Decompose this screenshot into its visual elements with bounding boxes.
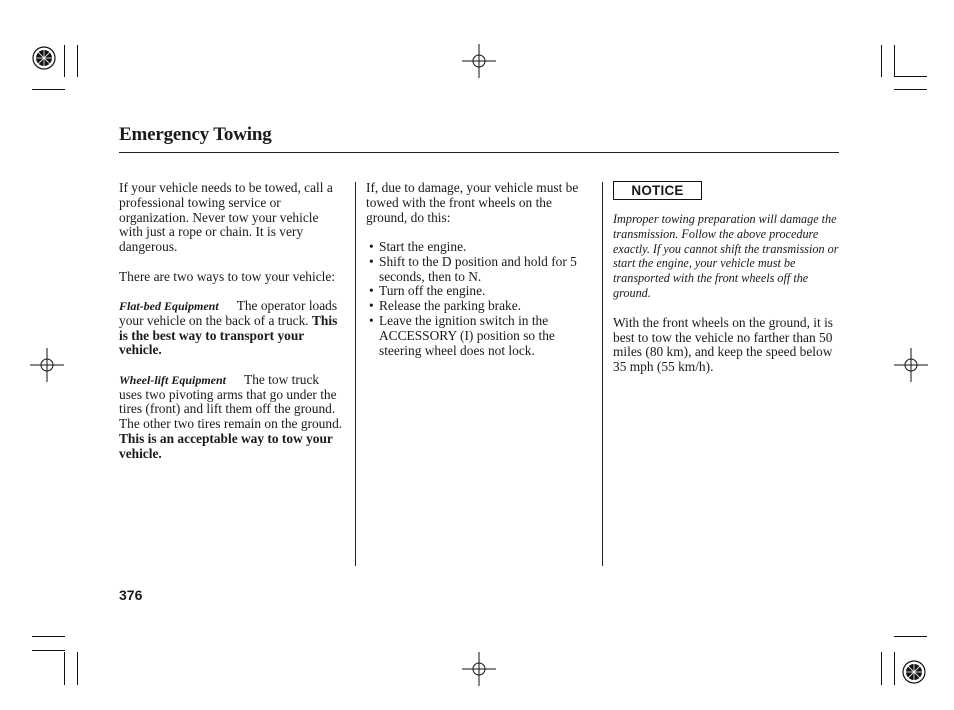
list-item: • Shift to the D position and hold for 5 seconds, then to N. [366, 255, 594, 285]
column-divider-2 [602, 182, 603, 566]
column-2 [366, 181, 594, 358]
towing-steps-list [366, 240, 594, 358]
front-wheels-intro: If, due to damage, your vehicle must be towed with the front wheels on the ground, do this: [366, 180, 579, 225]
speed-limit-text: With the front wheels on the ground, it is best to tow the vehicle no farther than 50 miles (80 km), and keep the speed below 35 mph (55 km/h). [613, 314, 833, 375]
list-item: • Start the engine. [366, 240, 594, 255]
list-item: • Release the parking brake. [366, 299, 594, 314]
crosshair-top-icon [462, 44, 496, 78]
column-1 [119, 181, 345, 476]
flatbed-lead: Flat-bed Equipment [119, 298, 219, 313]
crosshair-right-icon [894, 348, 928, 382]
towing-ways: There are two ways to tow your vehicle: [119, 268, 336, 284]
wheellift-paragraph [119, 373, 345, 462]
registration-target-bottom-right-icon [900, 658, 928, 686]
notice-text: Improper towing preparation will damage the transmission. Follow the above procedure exactly. If you cannot shift the transmission or start the engine, your vehicle must be transported with the front wheels off the ground. [613, 212, 839, 300]
flatbed-paragraph [119, 299, 345, 358]
wheellift-text: The tow truck uses two pivoting arms that go under the tires (front) and lift them off the ground. The other two tires remain on the ground. [119, 371, 343, 432]
title-rule [119, 152, 839, 153]
page-number: 376 [119, 587, 143, 603]
flatbed-text: The operator loads your vehicle on the back of a truck. [119, 297, 338, 328]
registration-target-top-left-icon [30, 44, 58, 72]
list-item: • Turn off the engine. [366, 284, 594, 299]
wheellift-emphasis: This is an acceptable way to tow your vehicle. [119, 430, 333, 461]
list-item: • Leave the ignition switch in the ACCESSORY (I) position so the steering wheel does not lock. [366, 314, 594, 358]
column-divider-1 [355, 182, 356, 566]
wheellift-lead: Wheel-lift Equipment [119, 372, 227, 387]
crosshair-bottom-icon [462, 652, 496, 686]
notice-badge: NOTICE [613, 181, 702, 200]
towing-intro: If your vehicle needs to be towed, call a professional towing service or organization. Never tow your vehicle with just a rope or chain. It is very dangerous. [119, 180, 333, 255]
column-3 [613, 181, 841, 390]
flatbed-emphasis: This is the best way to transport your vehicle. [119, 312, 338, 358]
crosshair-left-icon [30, 348, 64, 382]
page-title: Emergency Towing [119, 124, 272, 145]
